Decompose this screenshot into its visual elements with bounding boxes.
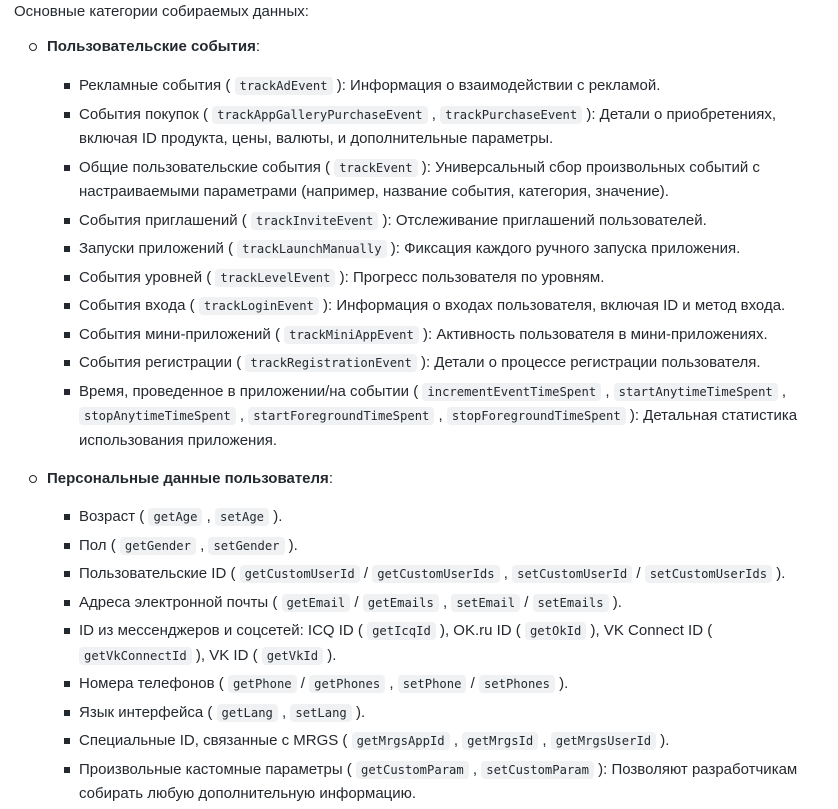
- code-identifier: startAnytimeTimeSpent: [614, 383, 778, 401]
- code-identifier: getCustomUserId: [240, 565, 360, 583]
- item-text: Специальные ID, связанные с MRGS (: [79, 732, 352, 749]
- code-identifier: startForegroundTimeSpent: [248, 407, 434, 425]
- code-identifier: getGender: [120, 537, 196, 555]
- item-text: ,: [777, 382, 787, 400]
- item-text: ,: [427, 105, 441, 123]
- list-item: [64, 266, 819, 291]
- list-item: [64, 74, 819, 99]
- item-text: ): Информация о взаимодействии с рекламой.: [332, 77, 661, 94]
- item-text: Запуски приложений (: [79, 240, 238, 257]
- code-identifier: setEmails: [533, 594, 609, 612]
- item-text: ): Активность пользователя в мини-приложениях.: [418, 325, 768, 343]
- code-identifier: getMrgsAppId: [352, 732, 450, 750]
- list-item: [64, 701, 819, 726]
- code-identifier: getIcqId: [367, 622, 436, 640]
- item-text: ): Информация о входах пользователя, включая ID и метод входа.: [318, 297, 786, 314]
- item-text: ,: [202, 508, 215, 525]
- code-identifier: getOkId: [525, 622, 586, 640]
- list-item: [64, 103, 819, 152]
- code-identifier: setCustomParam: [481, 761, 594, 779]
- item-text: /: [359, 565, 373, 582]
- item-text: ,: [434, 407, 447, 424]
- item-list: [14, 74, 838, 453]
- code-identifier: getLang: [217, 704, 278, 722]
- item-text: /: [296, 675, 310, 692]
- item-text: ), OK.ru ID (: [435, 622, 525, 639]
- list-item: [64, 323, 819, 348]
- code-identifier: stopForegroundTimeSpent: [447, 407, 626, 425]
- item-text: /: [632, 565, 645, 582]
- item-text: События уровней (: [79, 268, 216, 286]
- list-item: [64, 380, 819, 454]
- item-text: ): Прогресс пользователя по уровням.: [335, 268, 605, 286]
- item-text: ).: [284, 536, 298, 554]
- item-text: Пользовательские ID (: [79, 565, 240, 582]
- item-text: Язык интерфейса (: [79, 703, 217, 721]
- code-identifier: getEmails: [363, 594, 439, 612]
- item-text: Время, проведенное в приложении/на событии (: [79, 382, 423, 400]
- section-title: Персональные данные пользователя: [47, 470, 329, 487]
- item-text: ,: [499, 565, 513, 582]
- item-text: /: [466, 675, 479, 692]
- code-identifier: trackAdEvent: [235, 77, 333, 95]
- code-identifier: getPhone: [228, 675, 297, 693]
- code-identifier: trackRegistrationEvent: [245, 354, 416, 372]
- code-identifier: trackAppGalleryPurchaseEvent: [212, 106, 427, 124]
- code-identifier: setCustomUserIds: [645, 565, 772, 583]
- item-text: События покупок (: [79, 105, 213, 123]
- code-identifier: getPhones: [309, 675, 385, 693]
- item-text: ID из мессенджеров и соцсетей: ICQ ID (: [79, 622, 368, 639]
- item-text: ).: [772, 565, 786, 582]
- section-heading: Персональные данные пользователя:: [29, 467, 838, 491]
- section-heading: Пользовательские события:: [29, 35, 838, 59]
- code-identifier: getEmail: [282, 594, 351, 612]
- section-user-events: [14, 35, 838, 453]
- code-identifier: setEmail: [451, 594, 520, 612]
- code-identifier: setCustomUserId: [512, 565, 632, 583]
- item-text: ).: [608, 593, 622, 611]
- code-identifier: setPhone: [398, 675, 467, 693]
- list-item: [64, 209, 819, 234]
- code-identifier: trackInviteEvent: [251, 212, 378, 230]
- code-identifier: trackLoginEvent: [199, 297, 319, 315]
- item-text: Пол (: [79, 536, 120, 554]
- item-text: ): Позволяют разработчикам собирать любую дополнительную информацию.: [79, 760, 798, 802]
- item-text: Произвольные кастомные параметры (: [79, 760, 356, 778]
- code-identifier: trackEvent: [334, 159, 417, 177]
- item-text: ), VK ID (: [191, 646, 262, 664]
- item-text: ): Детали о процессе регистрации пользователя.: [416, 354, 761, 371]
- item-text: События регистрации (: [79, 354, 246, 371]
- list-item: [64, 619, 819, 668]
- code-identifier: setPhones: [479, 675, 555, 693]
- item-text: Возраст (: [79, 508, 149, 525]
- code-identifier: setGender: [208, 537, 284, 555]
- section-title: Пользовательские события: [47, 38, 256, 55]
- item-text: События мини-приложений (: [79, 325, 285, 343]
- code-identifier: trackPurchaseEvent: [440, 106, 582, 124]
- item-text: ).: [656, 732, 670, 749]
- list-item: [64, 156, 819, 205]
- item-text: ): Отслеживание приглашений пользователей.: [378, 211, 707, 229]
- item-text: ).: [323, 646, 337, 664]
- list-item: [64, 294, 819, 319]
- list-item: [64, 591, 819, 616]
- item-text: /: [350, 593, 363, 611]
- code-identifier: getCustomUserIds: [372, 565, 499, 583]
- item-text: ): Универсальный сбор произвольных событий с настраиваемыми параметрами (например, название события, категория, значение).: [79, 158, 760, 200]
- section-personal-data: [14, 467, 838, 807]
- code-identifier: getMrgsId: [462, 732, 538, 750]
- circle-bullet-icon: [29, 475, 37, 483]
- code-identifier: setLang: [290, 704, 351, 722]
- code-identifier: getVkId: [262, 647, 323, 665]
- item-text: ,: [195, 536, 209, 554]
- item-text: ,: [449, 732, 463, 749]
- item-text: ,: [385, 675, 398, 692]
- code-identifier: getVkConnectId: [79, 647, 192, 665]
- code-identifier: getMrgsUserId: [551, 732, 656, 750]
- item-text: События входа (: [79, 297, 199, 314]
- item-text: ): Фиксация каждого ручного запуска приложения.: [386, 240, 741, 257]
- code-identifier: stopAnytimeTimeSpent: [79, 407, 236, 425]
- item-text: /: [520, 593, 533, 611]
- code-identifier: trackLaunchManually: [237, 240, 386, 258]
- code-identifier: incrementEventTimeSpent: [422, 383, 601, 401]
- item-text: ,: [277, 703, 291, 721]
- code-identifier: getAge: [148, 508, 202, 526]
- list-item: [64, 534, 819, 559]
- list-item: [64, 758, 819, 807]
- code-identifier: getCustomParam: [356, 761, 469, 779]
- item-text: Адреса электронной почты (: [79, 593, 282, 611]
- list-item: [64, 351, 819, 376]
- list-item: [64, 562, 819, 587]
- circle-bullet-icon: [29, 43, 37, 51]
- code-identifier: trackMiniAppEvent: [284, 326, 419, 344]
- list-item: [64, 672, 819, 697]
- item-text: ): Детальная статистика использования приложения.: [79, 407, 798, 449]
- item-text: ,: [235, 407, 249, 424]
- item-text: События приглашений (: [79, 211, 251, 229]
- item-text: ).: [269, 508, 283, 525]
- item-text: ).: [351, 703, 366, 721]
- item-text: ,: [468, 760, 482, 778]
- item-text: ,: [601, 382, 614, 400]
- item-text: Рекламные события (: [79, 77, 235, 94]
- list-item: [64, 505, 819, 530]
- item-list: [14, 505, 838, 807]
- intro-text: Основные категории собираемых данных:: [14, 3, 309, 20]
- item-text: ,: [438, 593, 452, 611]
- code-identifier: trackLevelEvent: [215, 269, 335, 287]
- item-text: ): Детали о приобретениях, включая ID продукта, цены, валюты, и дополнительные параметры.: [79, 105, 777, 147]
- item-text: Общие пользовательские события (: [79, 158, 335, 176]
- item-text: Номера телефонов (: [79, 675, 228, 692]
- code-identifier: setAge: [215, 508, 269, 526]
- item-text: ).: [554, 675, 569, 692]
- item-text: ,: [538, 732, 551, 749]
- list-item: [64, 237, 819, 262]
- item-text: ), VK Connect ID (: [586, 622, 713, 639]
- list-item: [64, 729, 819, 754]
